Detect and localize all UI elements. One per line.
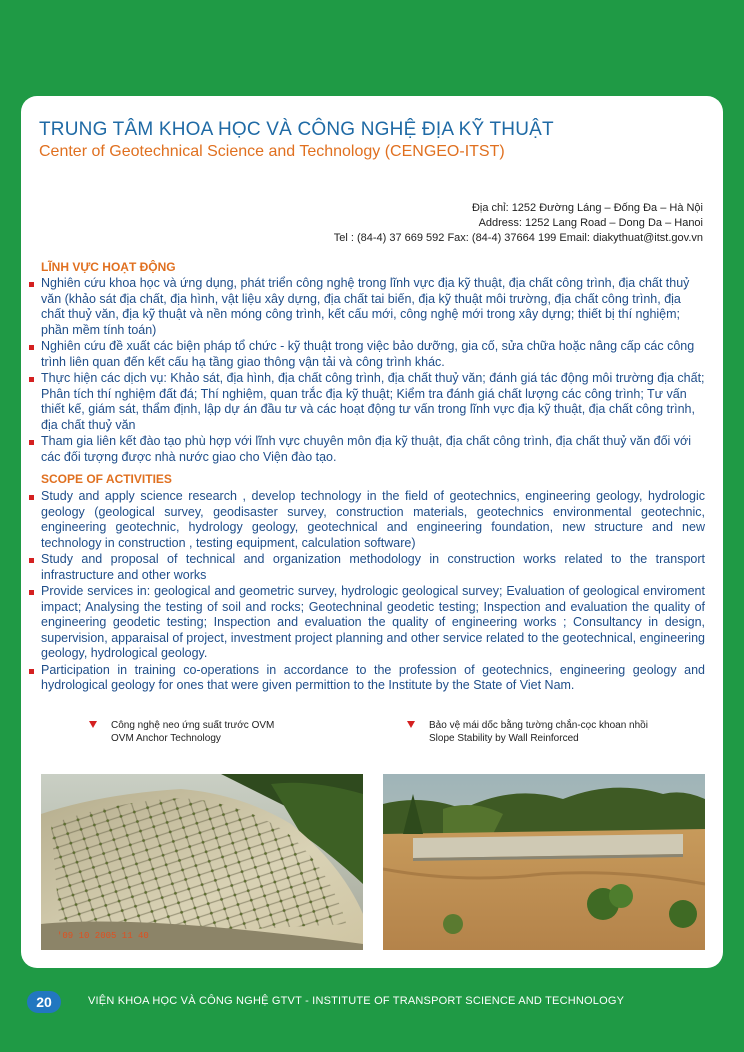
list-item-text: Nghiên cứu khoa học và ứng dụng, phát triển công nghệ trong lĩnh vực địa kỹ thuật, địa chất công trình, địa chất thuỷ văn (khảo sát địa chất, địa hình, vật liệu xây dựng, địa chất tai biến, địa kỹ thuật môi trường, địa chất công trình, địa chất thuỷ văn, địa kỹ thuật và nền móng công trình, kết cấu mới, công nghệ mới trong xây dựng; thiết bị thí nghiệm; phần mềm tính toán) — [41, 276, 690, 337]
list-item-text: Nghiên cứu đề xuất các biện pháp tổ chức - kỹ thuật trong việc bảo dưỡng, gia cố, sửa chữa hoặc nâng cấp các công trình liên quan đến kết cấu hạ tầng giao thông vận tải và công trình khác. — [41, 339, 695, 369]
list-item — [29, 434, 705, 465]
list-item — [29, 489, 705, 551]
title-vietnamese: TRUNG TÂM KHOA HỌC VÀ CÔNG NGHỆ ĐỊA KỸ THUẬT — [39, 119, 554, 140]
list-item-text: Tham gia liên kết đào tạo phù hợp với lĩnh vực chuyên môn địa kỹ thuật, địa chất công trình, địa chất thuỷ văn đối với các đối tượng được nhà nước giao cho Viện đào tạo. — [41, 434, 691, 464]
photo-caption-left — [111, 719, 274, 745]
bullet-icon — [29, 377, 34, 382]
section-heading-vn: LĨNH VỰC HOẠT ĐỘNG — [41, 260, 176, 274]
activities-list-en — [29, 489, 705, 695]
list-item — [29, 663, 705, 694]
list-item-text: Study and proposal of technical and organization methodology in construction works related to the transport infrastructure and other works — [41, 552, 705, 582]
bullet-icon — [29, 440, 34, 445]
list-item-text: Thực hiện các dịch vụ: Khảo sát, địa hình, địa chất công trình, địa chất thuỷ văn; đánh giá tác động môi trường địa chất; Phân tích thí nghiệm đất đá; Thí nghiệm, quan trắc địa kỹ thuật; Kiểm tra đánh giá chất lượng các công trình; Tư vấn thiết kế, giám sát, thẩm định, lập dự án đầu tư và các hoạt động tư vấn trong lĩnh vực địa kỹ thuật, địa chất công trình, địa chất thuỷ văn — [41, 371, 705, 432]
anchor-slope-image — [41, 774, 363, 950]
bullet-icon — [29, 558, 34, 563]
bullet-icon — [29, 590, 34, 595]
photo-caption-right — [429, 719, 648, 745]
caption-en: OVM Anchor Technology — [111, 733, 221, 744]
address-english: Address: 1252 Lang Road – Dong Da – Hanoi — [478, 217, 703, 229]
list-item-text: Provide services in: geological and geometric survey, hydrologic geological survey; Evaluation of geological enviroment impact; Analysing the testing of soil and rocks; Geotechninal geodetic testing; Inspection and evaluation the quality of engineering geodetic testing; Inspection and evaluation the quality of engineering works ; Consultancy in design, supervision, apparaisal of project, investment project planning and other service related to the geotechnical, engineering geology, hydrological geology. — [41, 584, 705, 660]
bullet-icon — [29, 345, 34, 350]
list-item — [29, 371, 705, 433]
retaining-wall-image — [383, 774, 705, 950]
section-heading-en: SCOPE OF ACTIVITIES — [41, 472, 172, 486]
caption-en: Slope Stability by Wall Reinforced — [429, 733, 579, 744]
page-number: 20 — [27, 991, 61, 1013]
bullet-icon — [29, 669, 34, 674]
contact-phone-fax-email: Tel : (84-4) 37 669 592 Fax: (84-4) 37664 199 Email: diakythuat@itst.gov.vn — [333, 232, 703, 244]
list-item — [29, 552, 705, 583]
caption-arrow-icon — [407, 721, 415, 728]
list-item — [29, 584, 705, 662]
list-item-text: Study and apply science research , develop technology in the field of geotechnics, engineering geology, hydrologic geology (geological survey, geodisaster survey, construction materials, geotechnics environmental geotechnic, engineering geotechnic, hydrology geology, geotechnical and engineering foundation, new structure and new technology in construction , testing equipment, calculation software) — [41, 489, 705, 550]
photo-date-stamp: '09 10 2005 11 40 — [57, 931, 149, 941]
caption-vn: Công nghệ neo ứng suất trước OVM — [111, 720, 275, 731]
caption-vn: Bảo vệ mái dốc bằng tường chắn-cọc khoan nhồi — [429, 720, 648, 731]
address-vietnamese: Địa chỉ: 1252 Đường Láng – Đống Đa – Hà Nội — [471, 202, 703, 214]
bullet-icon — [29, 282, 34, 287]
activities-list-vn — [29, 276, 705, 466]
photo-wall-reinforced — [383, 774, 705, 950]
caption-arrow-icon — [89, 721, 97, 728]
content-card — [21, 96, 723, 968]
photo-ovm-anchor — [41, 774, 363, 950]
bullet-icon — [29, 495, 34, 500]
list-item-text: Participation in training co-operations in accordance to the profession of geotechnics, engineering geology and hydrological geology for ones that were given permittion to the Institute by the State of Viet Nam. — [41, 662, 705, 692]
title-english: Center of Geotechnical Science and Technology (CENGEO-ITST) — [39, 143, 505, 160]
list-item — [29, 276, 705, 338]
footer-institute-name: VIỆN KHOA HỌC VÀ CÔNG NGHỆ GTVT - INSTITUTE OF TRANSPORT SCIENCE AND TECHNOLOGY — [88, 995, 625, 1007]
list-item — [29, 339, 705, 370]
